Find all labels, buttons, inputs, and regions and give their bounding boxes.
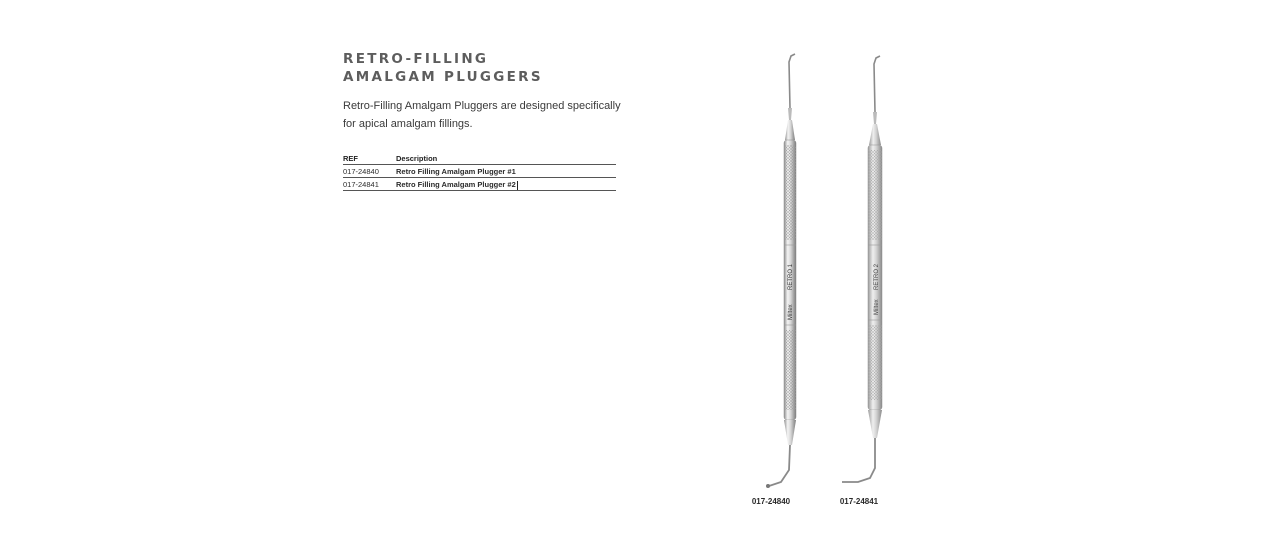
- reference-table: [343, 152, 616, 191]
- engraving-1: RETRO 1: [788, 263, 794, 290]
- intro-paragraph: [343, 97, 643, 133]
- title-line-1: RETRO-FILLING: [343, 51, 489, 67]
- product-caption-1: 017-24840: [751, 497, 791, 506]
- table-row: [343, 165, 616, 178]
- instrument-image-2: [840, 50, 910, 490]
- page-title: [343, 50, 543, 86]
- row-ref: 017-24840: [343, 167, 379, 176]
- header-ref: REF: [343, 154, 358, 163]
- row-description: [396, 179, 518, 190]
- table-header-row: [343, 152, 616, 165]
- svg-text:Miltex: Miltex: [788, 304, 794, 320]
- intro-line-2: for apical amalgam fillings.: [343, 118, 473, 130]
- intro-line-1: Retro-Filling Amalgam Pluggers are designed specifically: [343, 100, 621, 112]
- row-description-text: Retro Filling Amalgam Plugger #2: [396, 180, 516, 189]
- instrument-image-1: [755, 50, 825, 490]
- product-caption-2: 017-24841: [839, 497, 879, 506]
- engraving-2: RETRO 2: [874, 263, 880, 290]
- row-description: Retro Filling Amalgam Plugger #1: [396, 167, 516, 176]
- header-description: Description: [396, 154, 438, 163]
- text-cursor: [517, 181, 518, 190]
- row-ref: 017-24841: [343, 180, 379, 189]
- title-line-2: AMALGAM PLUGGERS: [343, 69, 543, 85]
- svg-text:Miltex: Miltex: [874, 299, 880, 315]
- table-row: [343, 178, 616, 191]
